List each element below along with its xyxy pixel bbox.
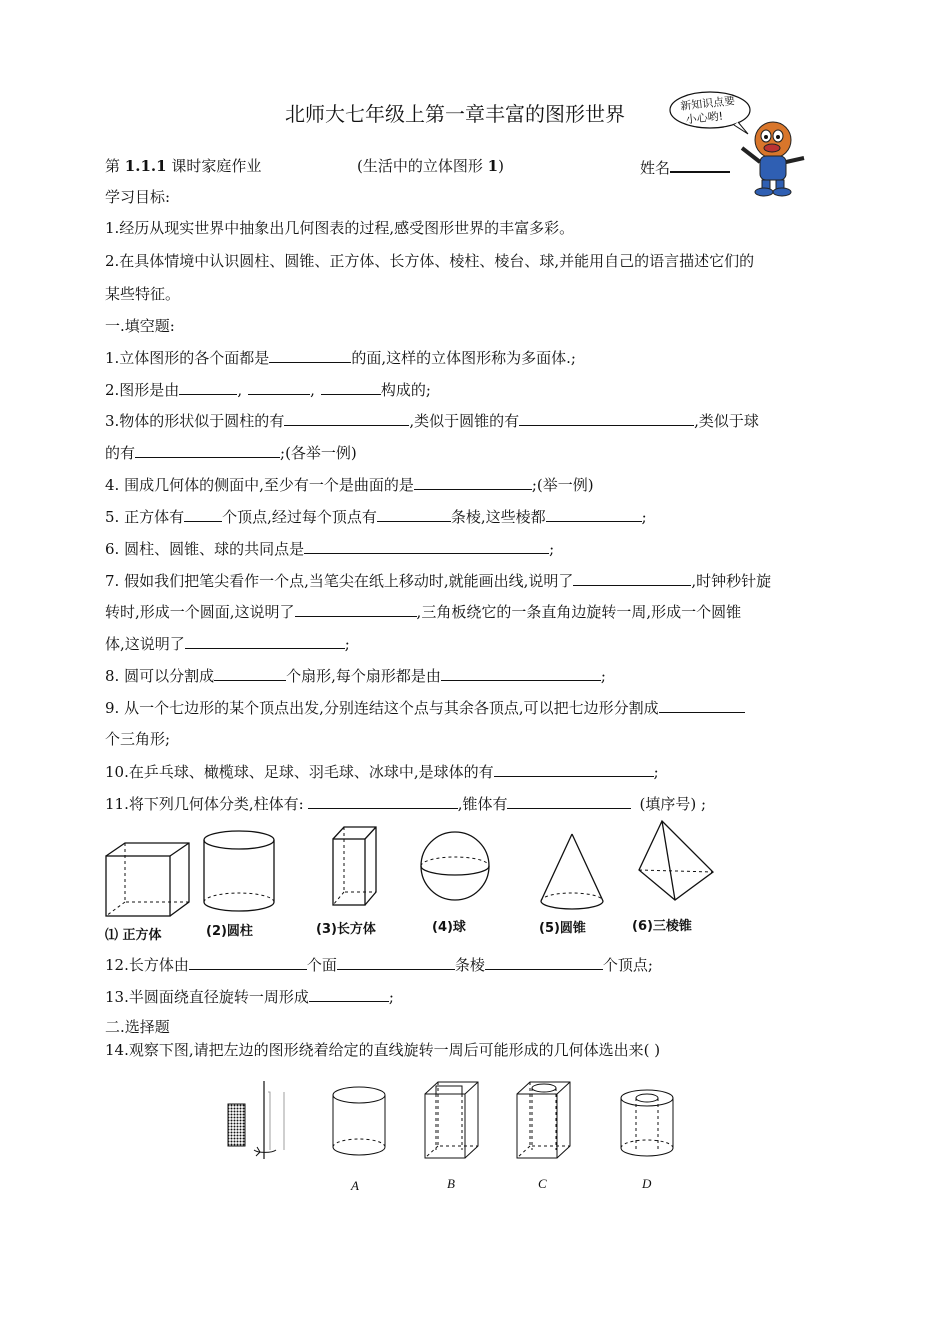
name-field: [640, 156, 730, 178]
question-3: [105, 410, 759, 431]
q4-text-a: 4. 围成几何体的侧面中,至少有一个是曲面的是: [105, 476, 414, 494]
shape-label-6: (6)三棱锥: [632, 919, 692, 934]
question-6: [105, 538, 554, 559]
q11-text-b: ,锥体有: [457, 795, 508, 813]
q12-text-b: 个面: [306, 956, 337, 974]
lesson-number: 1.1.1: [124, 157, 167, 175]
q7-blank-2[interactable]: [295, 601, 417, 617]
q13-text-b: ;: [388, 988, 394, 1006]
q9-text-a: 9. 从一个七边形的某个顶点出发,分别连结这个点与其余各顶点,可以把七边形分割成: [105, 699, 659, 717]
option-d-hollow-cylinder: [619, 1088, 675, 1158]
q12-text-a: 12.长方体由: [105, 956, 189, 974]
rotation-figure: [224, 1080, 294, 1160]
shape-sphere: [418, 830, 493, 902]
option-a-label: A: [351, 1178, 359, 1193]
shape-cylinder: [202, 830, 277, 915]
question-14: 14.观察下图,请把左边的图形绕着给定的直线旋转一周后可能形成的几何体选出来( ): [105, 1041, 661, 1059]
q2-text-b: ,: [237, 381, 243, 399]
q2-text-a: 2.图形是由: [105, 381, 180, 399]
q8-blank-1[interactable]: [214, 665, 286, 681]
option-a-cylinder: [331, 1085, 387, 1157]
q3-text-d: 的有: [105, 444, 136, 462]
q7-blank-1[interactable]: [573, 570, 691, 586]
question-4: [105, 474, 594, 495]
q10-text-a: 10.在乒乓球、橄榄球、足球、羽毛球、冰球中,是球体的有: [105, 763, 494, 781]
q3-text-e: ;(各举一例): [280, 444, 357, 462]
question-2: [105, 379, 431, 400]
question-12: [105, 954, 653, 975]
question-7-cont2: [105, 633, 350, 654]
lesson-prefix: 第: [105, 157, 125, 175]
q6-text-b: ;: [549, 540, 555, 558]
goal-2a: 2.在具体情境中认识圆柱、圆锥、正方体、长方体、棱柱、棱台、球,并能用自己的语言描述它们的: [105, 252, 755, 270]
q5-blank-1[interactable]: [184, 506, 222, 522]
q5-text-d: ;: [641, 508, 647, 526]
option-d-label: D: [642, 1176, 652, 1191]
shape-cuboid: [332, 826, 377, 906]
shape-label-1: ⑴ 正方体: [105, 928, 162, 943]
q6-blank[interactable]: [304, 538, 549, 554]
bubble-line-2: 小心哟!: [685, 109, 724, 127]
q10-text-b: ;: [653, 763, 659, 781]
q5-text-b: 个顶点,经过每个顶点有: [222, 508, 377, 526]
q5-text-a: 5. 正方体有: [105, 508, 185, 526]
q12-text-d: 个顶点;: [602, 956, 653, 974]
q12-blank-2[interactable]: [337, 954, 455, 970]
goals-heading: 学习目标:: [105, 188, 171, 206]
q1-blank[interactable]: [269, 347, 351, 363]
q3-blank-3[interactable]: [135, 442, 280, 458]
section-choice: 二.选择题: [105, 1018, 170, 1036]
q7-text-e: 体,这说明了: [105, 635, 185, 653]
question-8: [105, 665, 606, 686]
lesson-suffix: 课时家庭作业: [166, 157, 262, 175]
q11-blank-2[interactable]: [507, 793, 631, 809]
q11-text-a: 11.将下列几何体分类,柱体有:: [105, 795, 304, 813]
q12-blank-3[interactable]: [485, 954, 603, 970]
topic-prefix: (生活中的立体图形: [357, 157, 488, 175]
q3-blank-1[interactable]: [284, 410, 409, 426]
shape-label-3: (3)长方体: [316, 922, 376, 937]
name-label: 姓名: [640, 159, 671, 177]
speech-bubble: [680, 94, 738, 128]
section-fill-blank: 一.填空题:: [105, 317, 175, 335]
q12-text-c: 条棱: [454, 956, 485, 974]
question-9: [105, 697, 745, 718]
q2-blank-1[interactable]: [179, 379, 237, 395]
shape-triangular-pyramid: [637, 820, 715, 902]
q7-text-f: ;: [344, 635, 350, 653]
option-b-label: B: [447, 1176, 455, 1191]
q1-text-b: 的面,这样的立体图形称为多面体.;: [351, 349, 576, 367]
shape-cube: [105, 842, 190, 917]
q2-text-d: 构成的;: [380, 381, 431, 399]
q7-text-a: 7. 假如我们把笔尖看作一个点,当笔尖在纸上移动时,就能画出线,说明了: [105, 572, 574, 590]
shape-label-4: (4)球: [432, 920, 466, 935]
q11-blank-1[interactable]: [308, 793, 458, 809]
question-5: [105, 506, 647, 527]
question-9-cont: 个三角形;: [105, 730, 171, 748]
q8-text-a: 8. 圆可以分割成: [105, 667, 215, 685]
question-3-cont: [105, 442, 357, 463]
shape-label-2: (2)圆柱: [206, 924, 253, 939]
q7-text-b: ,时钟秒针旋: [691, 572, 772, 590]
q11-text-c: (填序号) ;: [639, 795, 706, 813]
q13-blank[interactable]: [309, 986, 389, 1002]
question-1: [105, 347, 576, 368]
question-13: [105, 986, 394, 1007]
topic-number: 1: [487, 157, 499, 175]
question-11: [105, 793, 706, 814]
q7-text-c: 转时,形成一个圆面,这说明了: [105, 603, 295, 621]
page-title: 北师大七年级上第一章丰富的图形世界: [285, 102, 625, 126]
topic-suffix: ): [498, 157, 504, 175]
q4-blank[interactable]: [414, 474, 532, 490]
option-c-box-with-hole: [516, 1080, 571, 1160]
shape-cone: [539, 833, 605, 911]
option-c-label: C: [538, 1176, 547, 1191]
name-blank[interactable]: [670, 156, 730, 173]
q6-text-a: 6. 圆柱、圆锥、球的共同点是: [105, 540, 305, 558]
option-b-box: [424, 1080, 479, 1160]
q7-blank-3[interactable]: [185, 633, 345, 649]
q12-blank-1[interactable]: [189, 954, 307, 970]
q8-text-b: 个扇形,每个扇形都是由: [286, 667, 441, 685]
goal-2b: 某些特征。: [105, 285, 181, 303]
q2-text-c: ,: [310, 381, 315, 399]
topic: [357, 156, 504, 176]
q10-blank[interactable]: [494, 761, 654, 777]
q4-text-b: ;(举一例): [531, 476, 594, 494]
bubble-line-1: 新知识点要: [679, 94, 736, 113]
q8-text-c: ;: [600, 667, 606, 685]
question-7-cont: [105, 601, 741, 622]
q5-text-c: 条棱,这些棱都: [450, 508, 546, 526]
q2-blank-3[interactable]: [321, 379, 381, 395]
q13-text-a: 13.半圆面绕直径旋转一周形成: [105, 988, 309, 1006]
q3-text-b: ,类似于圆锥的有: [409, 412, 520, 430]
q2-blank-2[interactable]: [248, 379, 310, 395]
q5-blank-3[interactable]: [546, 506, 642, 522]
q5-blank-2[interactable]: [377, 506, 451, 522]
goal-1: 1.经历从现实世界中抽象出几何图表的过程,感受图形世界的丰富多彩。: [105, 219, 575, 237]
question-10: [105, 761, 659, 782]
shape-label-5: (5)圆锥: [539, 921, 586, 936]
q9-blank[interactable]: [659, 697, 745, 713]
q3-blank-2[interactable]: [519, 410, 694, 426]
q3-text-a: 3.物体的形状似于圆柱的有: [105, 412, 285, 430]
header-line: [105, 156, 261, 176]
q8-blank-2[interactable]: [441, 665, 601, 681]
q1-text-a: 1.立体图形的各个面都是: [105, 349, 270, 367]
q3-text-c: ,类似于球: [694, 412, 759, 430]
question-7: [105, 570, 771, 591]
q7-text-d: ,三角板绕它的一条直角边旋转一周,形成一个圆锥: [416, 603, 742, 621]
